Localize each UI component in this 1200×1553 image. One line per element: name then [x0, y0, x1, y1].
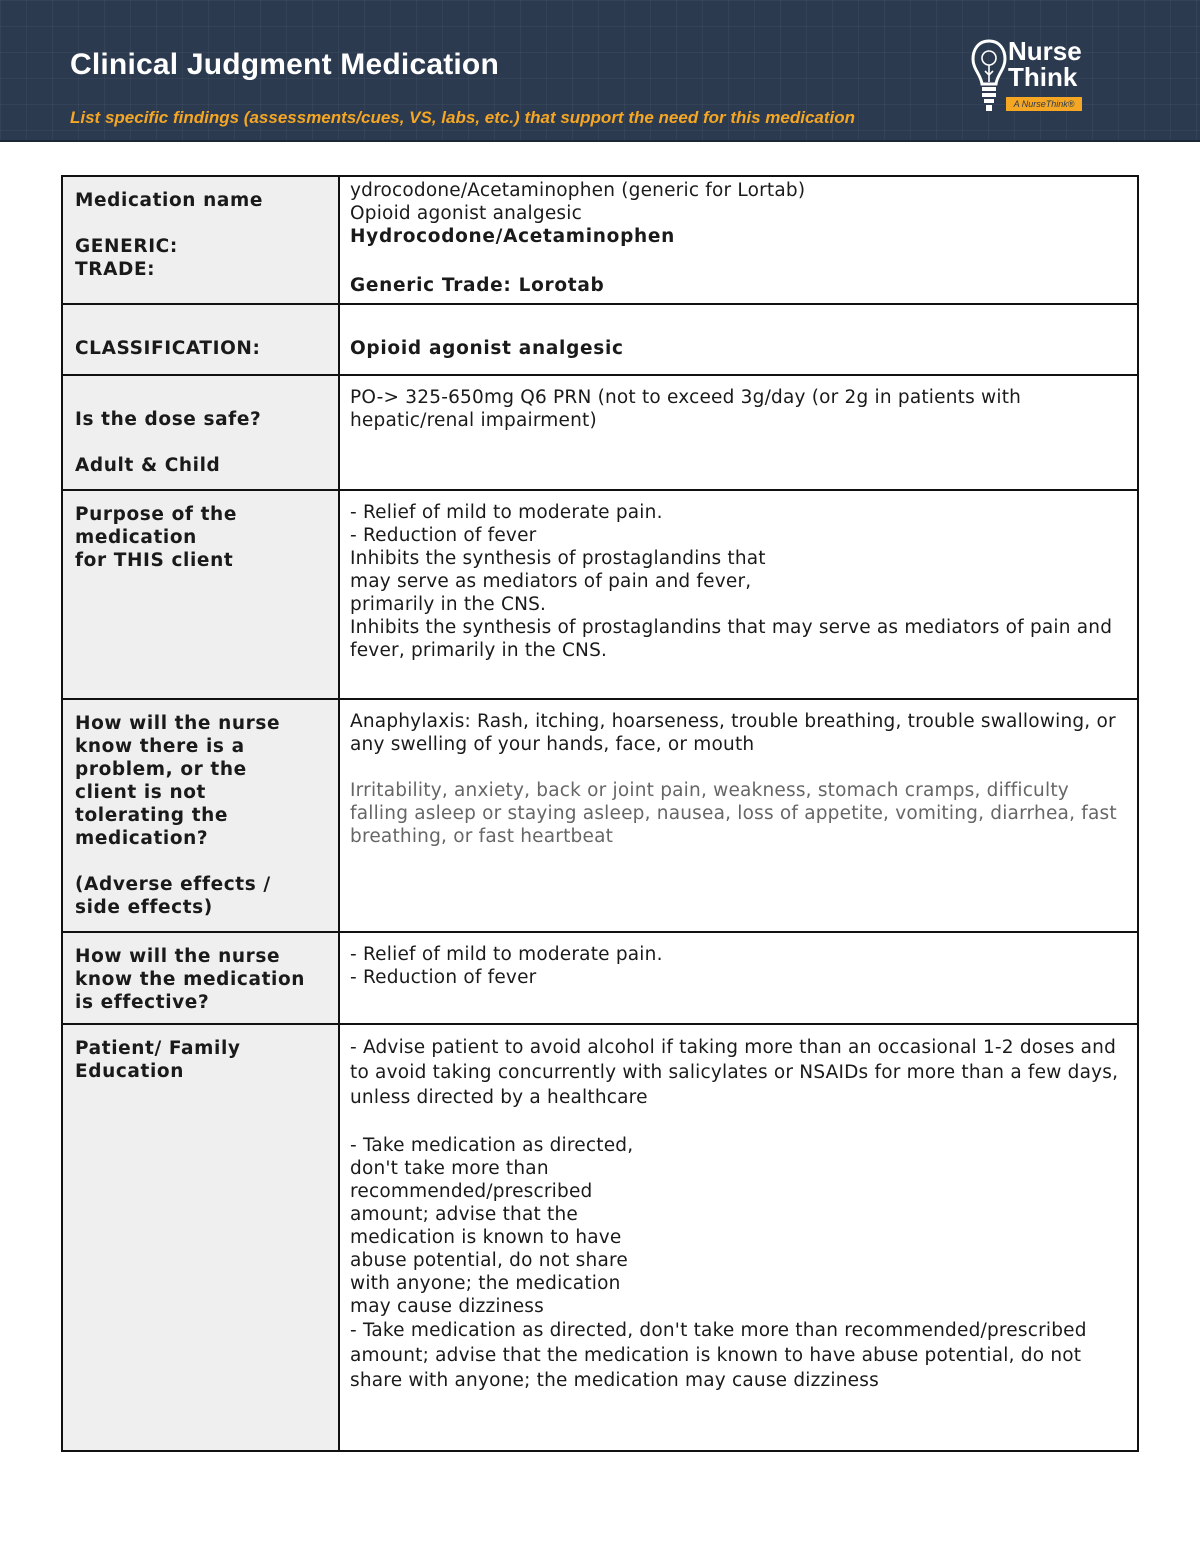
label-line: Patient/ Family — [75, 1038, 241, 1059]
label-line: know the medication — [75, 969, 306, 990]
value-line: PO-> 325-650mg Q6 PRN (not to exceed 3g/day (or 2g in patients with — [350, 387, 1022, 408]
spacer — [75, 431, 330, 454]
value-education — [339, 1024, 1138, 1451]
value-line: amount; advise that the medication is known to have abuse potential, do not — [350, 1345, 1082, 1366]
value-line: may cause dizziness — [350, 1296, 544, 1317]
value-line: to avoid taking concurrently with salicylates or NSAIDs for more than a few days, — [350, 1062, 1119, 1083]
label-line: medication — [75, 527, 197, 548]
label-adverse-effects — [62, 699, 339, 932]
label-line: (Adverse effects / — [75, 874, 271, 895]
row-adverse-effects — [62, 699, 1138, 932]
label-line: know there is a — [75, 736, 245, 757]
value-line: any swelling of your hands, face, or mouth — [350, 734, 755, 755]
logo-word-nurse: Nurse — [1008, 36, 1082, 66]
label-line: TRADE: — [75, 259, 156, 280]
label-medication-name — [62, 176, 339, 304]
label-line: GENERIC: — [75, 236, 178, 257]
classification-value: Opioid agonist analgesic — [350, 338, 624, 359]
label-line: side effects) — [75, 897, 213, 918]
value-classification — [339, 304, 1138, 375]
row-purpose — [62, 490, 1138, 699]
value-line: Inhibits the synthesis of prostaglandins that may serve as mediators of pain and — [350, 617, 1113, 638]
generic-name: Hydrocodone/Acetaminophen — [350, 226, 676, 247]
value-line: unless directed by a healthcare — [350, 1087, 648, 1108]
spacer — [350, 756, 1127, 779]
value-line: may serve as mediators of pain and fever, — [350, 571, 752, 592]
label-line: How will the nurse — [75, 946, 281, 967]
label-line: Is the dose safe? — [75, 409, 262, 430]
page-title: Clinical Judgment Medication — [70, 48, 499, 81]
spacer — [350, 1110, 1127, 1134]
lightbulb-icon — [970, 38, 1008, 114]
row-dose — [62, 375, 1138, 490]
label-education — [62, 1024, 339, 1451]
value-purpose — [339, 490, 1138, 699]
value-line: hepatic/renal impairment) — [350, 410, 597, 431]
value-line: - Take medication as directed, — [350, 1135, 634, 1156]
label-line: medication? — [75, 828, 209, 849]
row-effectiveness — [62, 932, 1138, 1024]
label-line: client is not — [75, 782, 206, 803]
label-effectiveness — [62, 932, 339, 1024]
spacer — [75, 850, 330, 873]
label-line: tolerating the — [75, 805, 229, 826]
value-line: primarily in the CNS. — [350, 594, 547, 615]
label-dose — [62, 375, 339, 490]
label-line: Adult & Child — [75, 455, 221, 476]
value-line: - Advise patient to avoid alcohol if taking more than an occasional 1-2 doses and — [350, 1037, 1117, 1058]
side-effects-line: breathing, or fast heartbeat — [350, 826, 614, 847]
spacer — [75, 212, 330, 235]
label-line: Purpose of the — [75, 504, 237, 525]
row-medication-name — [62, 176, 1138, 304]
value-line: amount; advise that the — [350, 1204, 578, 1225]
value-line: with anyone; the medication — [350, 1273, 621, 1294]
page-subtitle: List specific findings (assessments/cues, VS, labs, etc.) that support the need for this medication — [70, 108, 856, 127]
value-line: - Take medication as directed, don't take more than recommended/prescribed — [350, 1320, 1087, 1341]
side-effects-line: Irritability, anxiety, back or joint pain, weakness, stomach cramps, difficulty — [350, 780, 1069, 801]
spacer — [350, 248, 1127, 274]
value-line: abuse potential, do not share — [350, 1250, 628, 1271]
label-line: Education — [75, 1061, 184, 1082]
label-line: CLASSIFICATION: — [75, 338, 261, 359]
value-line: share with anyone; the medication may cause dizziness — [350, 1370, 879, 1391]
value-line: recommended/prescribed — [350, 1181, 593, 1202]
value-line: medication is known to have — [350, 1227, 622, 1248]
side-effects-line: falling asleep or staying asleep, nausea, loss of appetite, vomiting, diarrhea, fast — [350, 803, 1117, 824]
value-line: - Relief of mild to moderate pain. — [350, 944, 663, 965]
value-line: Anaphylaxis: Rash, itching, hoarseness, trouble breathing, trouble swallowing, or — [350, 711, 1116, 732]
value-line: - Reduction of fever — [350, 967, 537, 988]
value-adverse-effects — [339, 699, 1138, 932]
header-banner — [0, 0, 1200, 142]
value-line: don't take more than — [350, 1158, 549, 1179]
label-classification — [62, 304, 339, 375]
value-line: fever, primarily in the CNS. — [350, 640, 608, 661]
logo-word-think: Think — [1008, 62, 1078, 92]
row-education — [62, 1024, 1138, 1451]
label-line: for THIS client — [75, 550, 234, 571]
value-effectiveness — [339, 932, 1138, 1024]
label-line: problem, or the — [75, 759, 247, 780]
row-classification — [62, 304, 1138, 375]
label-line: is effective? — [75, 992, 210, 1013]
value-line: Opioid agonist analgesic — [350, 203, 582, 224]
label-purpose — [62, 490, 339, 699]
value-line: Inhibits the synthesis of prostaglandins that — [350, 548, 766, 569]
trade-name: Generic Trade: Lorotab — [350, 275, 605, 296]
value-line: - Reduction of fever — [350, 525, 537, 546]
logo-tagline: A NurseThink® Brand — [1006, 97, 1082, 111]
value-line: ydrocodone/Acetaminophen (generic for Lortab) — [350, 180, 806, 201]
value-medication-name — [339, 176, 1138, 304]
medication-table — [61, 175, 1139, 1452]
value-dose — [339, 375, 1138, 490]
label-line: Medication name — [75, 190, 263, 211]
nursethink-logo — [968, 36, 1086, 123]
label-line: How will the nurse — [75, 713, 281, 734]
value-line: - Relief of mild to moderate pain. — [350, 502, 663, 523]
